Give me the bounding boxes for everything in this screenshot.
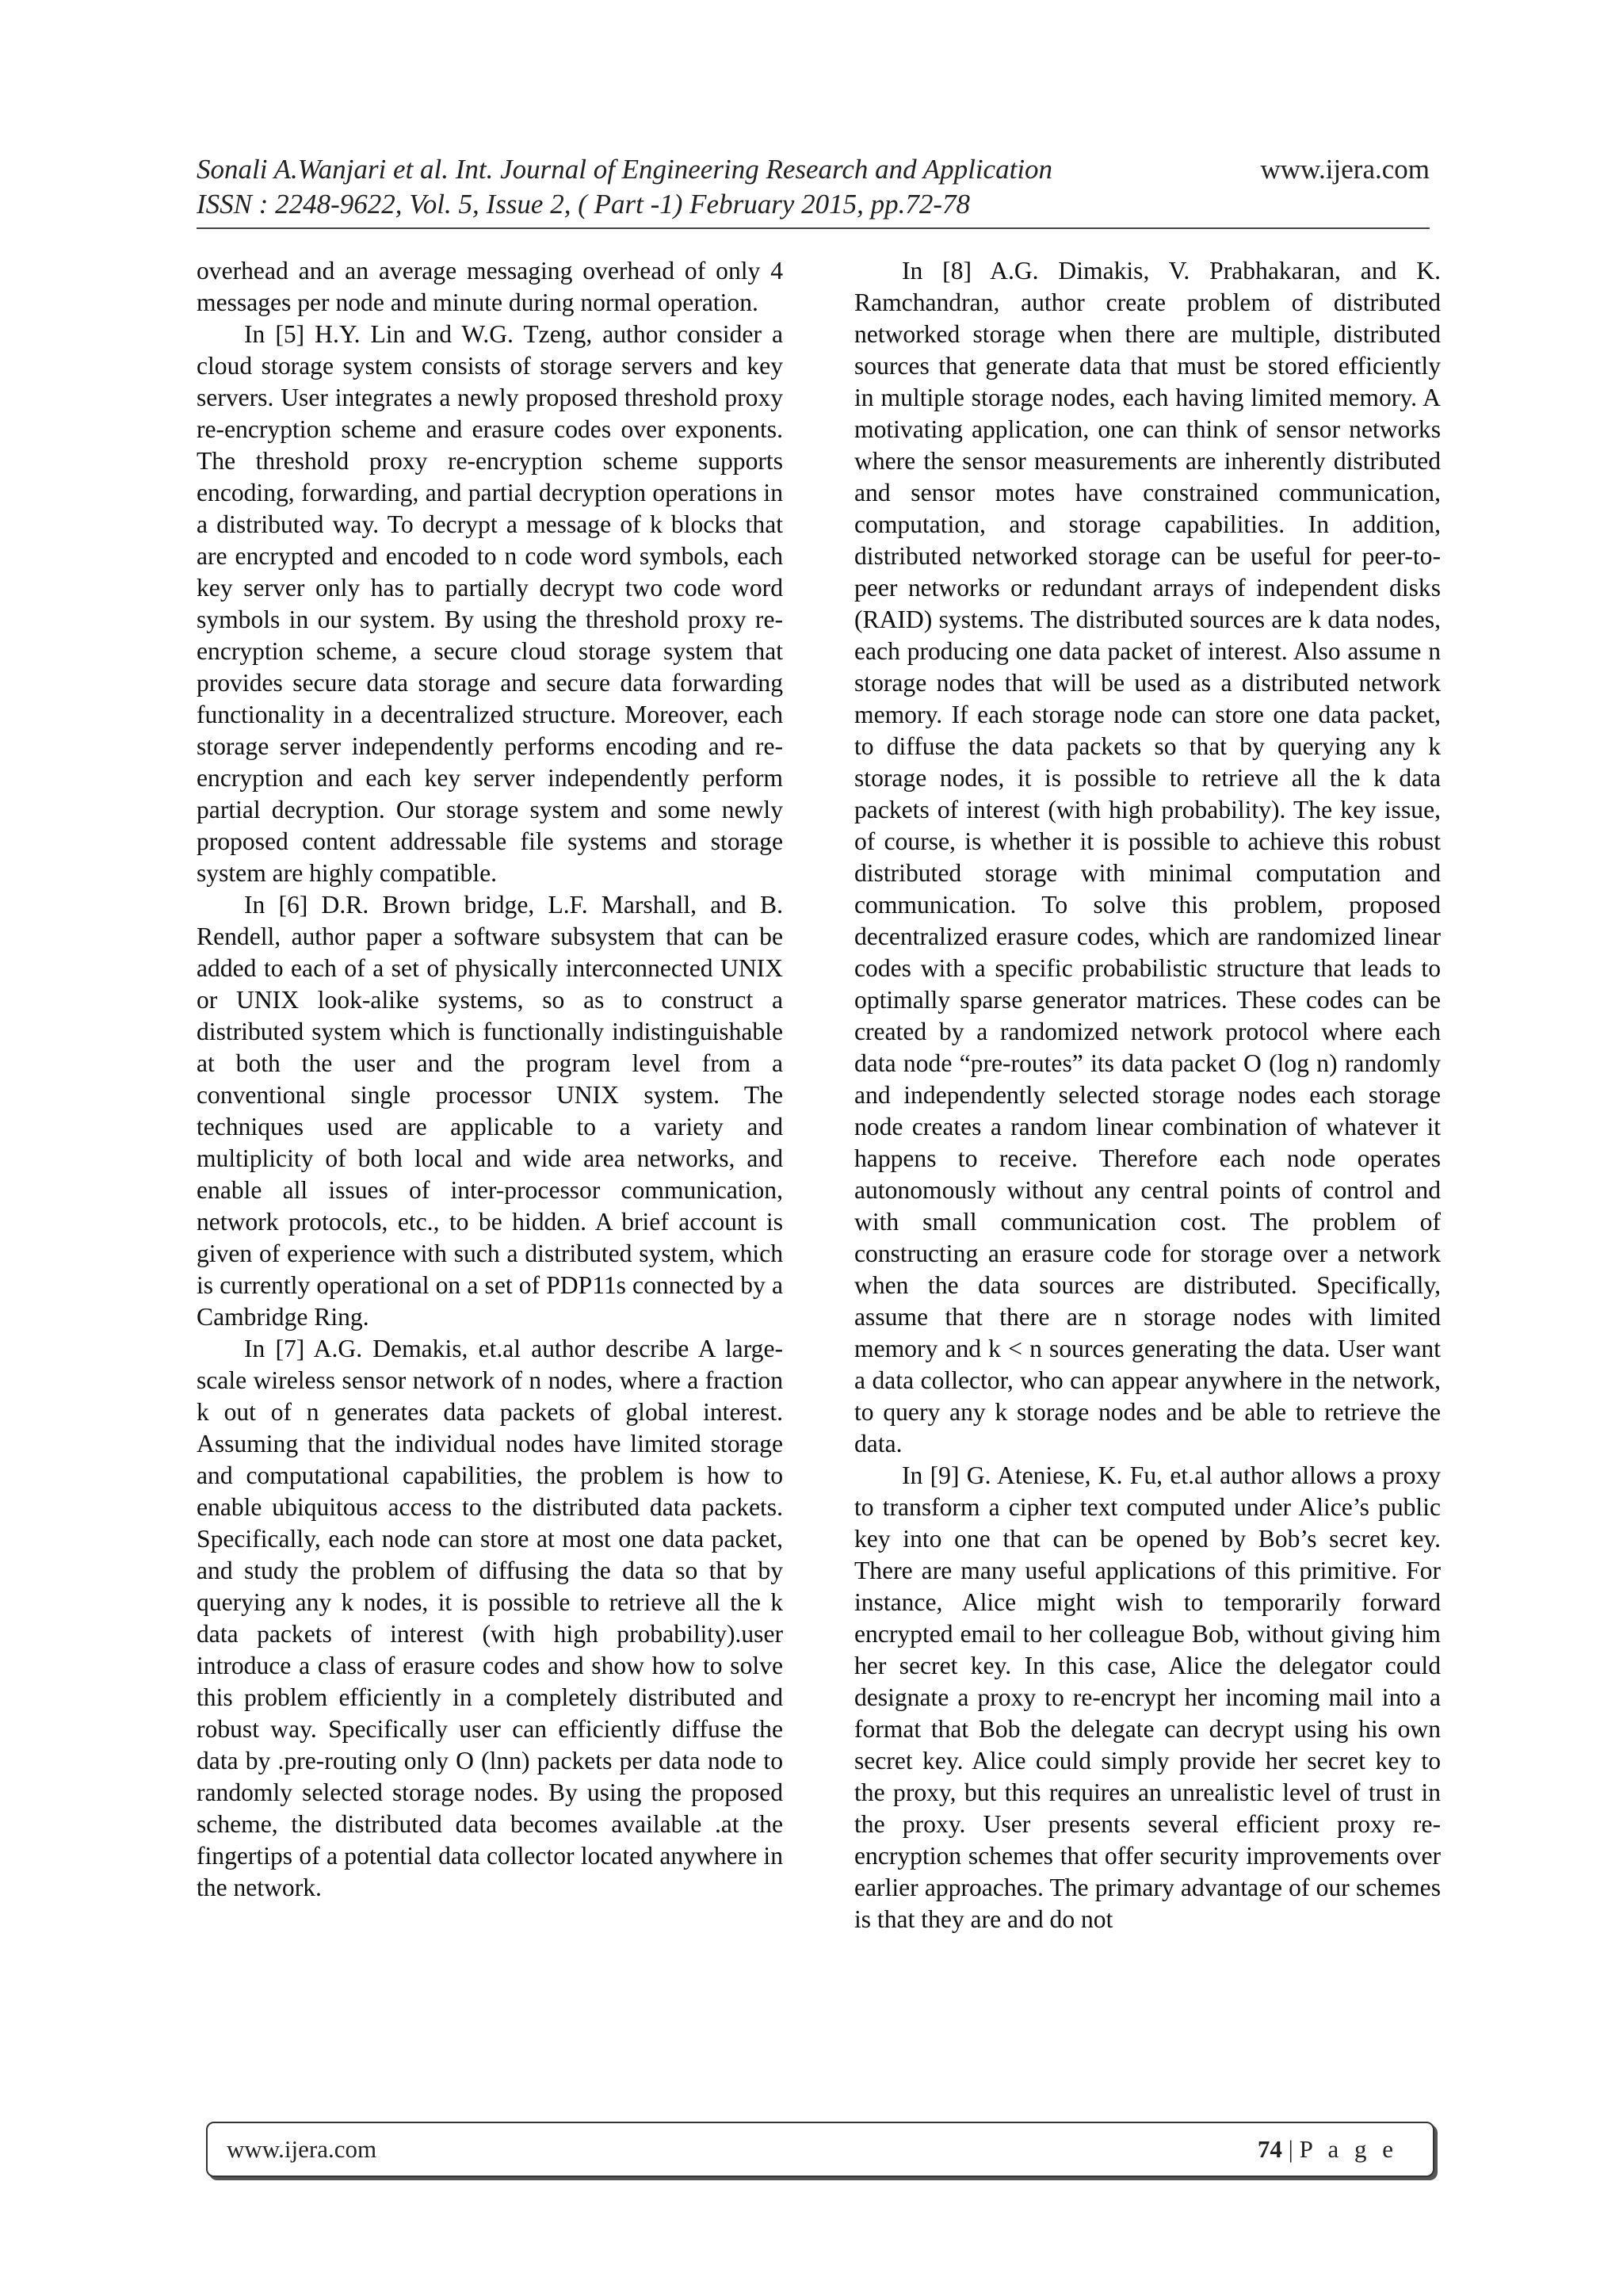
right-column bbox=[854, 255, 1441, 1935]
header-website-link[interactable]: www.ijera.com bbox=[1260, 154, 1430, 185]
page-footer bbox=[206, 2122, 1434, 2177]
paragraph-ref-6: In [6] D.R. Brown bridge, L.F. Marshall, and B. Rendell, author paper a software subsystem that can be added to each of a set of physically interconnected UNIX or UNIX look-alike systems, so as to construct a distributed system which is functionally indistinguishable at both the user and the program level from a conventional single processor UNIX system. The techniques used are applicable to a variety and multiplicity of both local and wide area networks, and enable all issues of inter-processor communication, network protocols, etc., to be hidden. A brief account is given of experience with such a distributed system, which is currently operational on a set of PDP11s connected by a Cambridge Ring. bbox=[197, 891, 783, 1331]
header-line-2 bbox=[197, 187, 1430, 222]
page-separator: | bbox=[1288, 2135, 1293, 2163]
page-indicator bbox=[1258, 2135, 1398, 2164]
paragraph-ref-7: In [7] A.G. Demakis, et.al author describe A large-scale wireless sensor network of n nodes, where a fraction k out of n generates data packets of global interest. Assuming that the individual nodes have limited storage and computational capabilities, the problem is how to enable ubiquitous access to the distributed data packets. Specifically, each node can store at most one data packet, and study the problem of diffusing the data so that by querying any k nodes, it is possible to retrieve all the k data packets of interest (with high probability).user introduce a class of erasure codes and show how to solve this problem efficiently in a completely distributed and robust way. Specifically user can efficiently diffuse the data by .pre-routing only O (lnn) packets per data node to randomly selected storage nodes. By using the proposed scheme, the distributed data becomes available .at the fingertips of a potential data collector located anywhere in the network. bbox=[197, 1335, 783, 1901]
footer-website-link[interactable]: www.ijera.com bbox=[227, 2135, 377, 2163]
page-number: 74 bbox=[1257, 2135, 1282, 2163]
left-column bbox=[197, 255, 783, 1904]
header-divider bbox=[197, 227, 1430, 229]
page-header bbox=[197, 152, 1430, 222]
header-line-1 bbox=[197, 152, 1430, 187]
paragraph-ref-8: In [8] A.G. Dimakis, V. Prabhakaran, and K. Ramchandran, author create problem of distributed networked storage when there are multiple, distributed sources that generate data that must be stored efficiently in multiple storage nodes, each having limited memory. A motivating application, one can think of sensor networks where the sensor measurements are inherently distributed and sensor motes have constrained communication, computation, and storage capabilities. In addition, distributed networked storage can be useful for peer-to-peer networks or redundant arrays of independent disks (RAID) systems. The distributed sources are k data nodes, each producing one data packet of interest. Also assume n storage nodes that will be used as a distributed network memory. If each storage node can store one data packet, to diffuse the data packets so that by querying any k storage nodes, it is possible to retrieve all the k data packets of interest (with high probability). The key issue, of course, is whether it is possible to achieve this robust distributed storage with minimal computation and communication. To solve this problem, proposed decentralized erasure codes, which are randomized linear codes with a specific probabilistic structure that leads to optimally sparse generator matrices. These codes can be created by a randomized network protocol where each data node “pre-routes” its data packet O (log n) randomly and independently selected storage nodes each storage node creates a random linear combination of whatever it happens to receive. Therefore each node operates autonomously without any central points of control and with small communication cost. The problem of constructing an erasure code for storage over a network when the data sources are distributed. Specifically, assume that there are n storage nodes with limited memory and k < n sources generating the data. User want a data collector, who can appear anywhere in the network, to query any k storage nodes and be able to retrieve the data. bbox=[854, 257, 1441, 1457]
paragraph-overhead: overhead and an average messaging overhead of only 4 messages per node and minute during normal operation. bbox=[197, 257, 783, 316]
page-label: P a g e bbox=[1299, 2135, 1398, 2163]
paragraph-ref-5: In [5] H.Y. Lin and W.G. Tzeng, author consider a cloud storage system consists of storage servers and key servers. User integrates a newly proposed threshold proxy re-encryption scheme and erasure codes over exponents. The threshold proxy re-encryption scheme supports encoding, forwarding, and partial decryption operations in a distributed way. To decrypt a message of k blocks that are encrypted and encoded to n code word symbols, each key server only has to partially decrypt two code word symbols in our system. By using the threshold proxy re-encryption scheme, a secure cloud storage system that provides secure data storage and secure data forwarding functionality in a decentralized structure. Moreover, each storage server independently performs encoding and re-encryption and each key server independently perform partial decryption. Our storage system and some newly proposed content addressable file systems and storage system are highly compatible. bbox=[197, 320, 783, 887]
paragraph-ref-9: In [9] G. Ateniese, K. Fu, et.al author allows a proxy to transform a cipher text computed under Alice’s public key into one that can be opened by Bob’s secret key. There are many useful applications of this primitive. For instance, Alice might wish to temporarily forward encrypted email to her colleague Bob, without giving him her secret key. In this case, Alice the delegator could designate a proxy to re-encrypt her incoming mail into a format that Bob the delegate can decrypt using his own secret key. Alice could simply provide her secret key to the proxy, but this requires an unrealistic level of trust in the proxy. User presents several efficient proxy re-encryption schemes that offer security improvements over earlier approaches. The primary advantage of our schemes is that they are and do not bbox=[854, 1461, 1441, 1933]
issn-volume-info: ISSN : 2248-9622, Vol. 5, Issue 2, ( Part -1) February 2015, pp.72-78 bbox=[197, 189, 971, 220]
journal-citation: Sonali A.Wanjari et al. Int. Journal of Engineering Research and Application bbox=[197, 154, 1053, 185]
